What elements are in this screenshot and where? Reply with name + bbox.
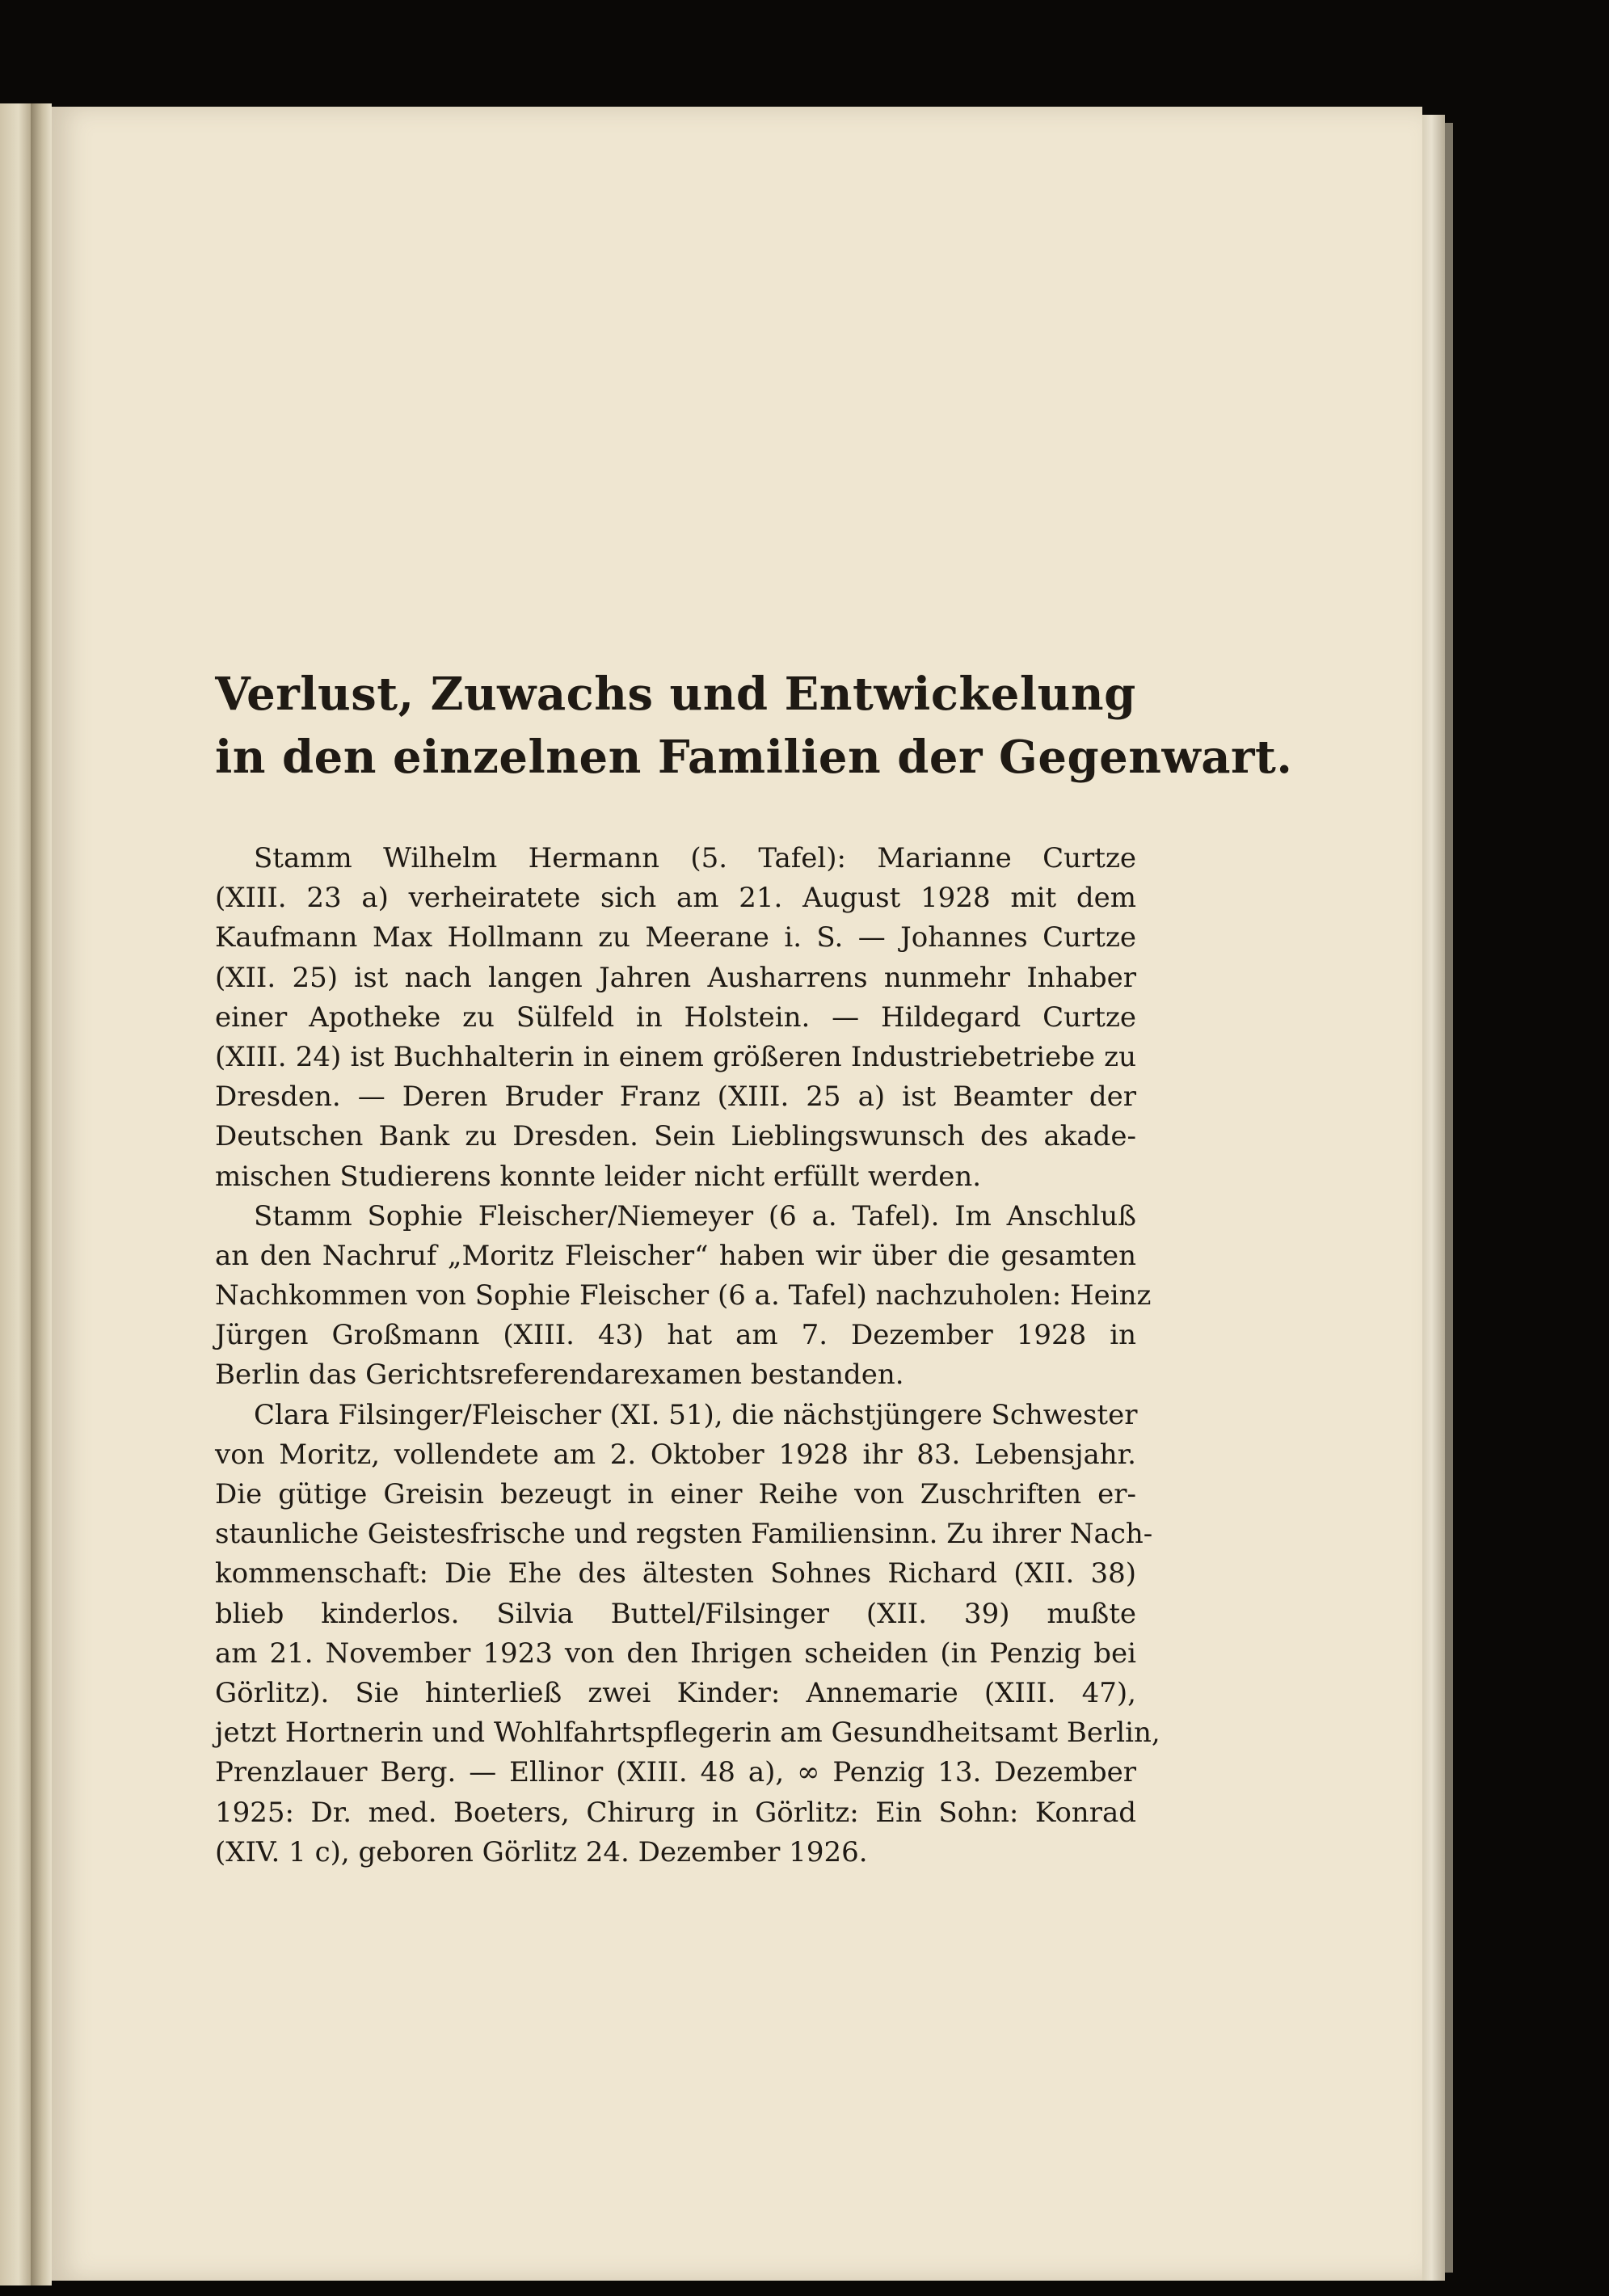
text-line: Stamm Sophie Fleischer/Niemeyer (6 a. Tafel). Im Anschluß	[254, 1199, 1136, 1232]
text-line: Kaufmann Max Hollmann zu Meerane i. S. — Johannes Curtze	[215, 921, 1136, 954]
text-line: mischen Studierens konnte leider nicht erfüllt werden.	[215, 1160, 982, 1193]
paragraph-fleischer	[215, 1197, 1152, 1396]
page-content	[215, 663, 1293, 1873]
text-line: Nachkommen von Sophie Fleischer (6 a. Tafel) nachzuholen: Heinz	[215, 1279, 1152, 1312]
page-stack-shadow	[1445, 123, 1453, 2273]
text-line: einer Apotheke zu Sülfeld in Holstein. — Hildegard Curtze	[215, 1001, 1136, 1034]
text-line: Clara Filsinger/Fleischer (XI. 51), die nächstjüngere Schwester	[254, 1398, 1138, 1431]
heading-line-2: in den einzelnen Familien der Gegenwart.	[215, 731, 1293, 784]
paragraph-filsinger	[215, 1396, 1160, 1873]
text-line: Dresden. — Deren Bruder Franz (XIII. 25 a) ist Beamter der	[215, 1081, 1136, 1114]
text-line: (XII. 25) ist nach langen Jahren Ausharrens nunmehr Inhaber	[215, 961, 1136, 994]
heading-line-1: Verlust, Zuwachs und Entwickelung	[215, 668, 1136, 721]
text-line: staunliche Geistesfrische und regsten Familiensinn. Zu ihrer Nach-	[215, 1518, 1153, 1551]
text-line: am 21. November 1923 von den Ihrigen scheiden (in Penzig bei	[215, 1637, 1136, 1670]
text-line: blieb kinderlos. Silvia Buttel/Filsinger (XII. 39) mußte	[215, 1597, 1136, 1630]
paragraph-curtze	[215, 839, 1136, 1197]
text-line: 1925: Dr. med. Boeters, Chirurg in Görlitz: Ein Sohn: Konrad	[215, 1796, 1136, 1829]
text-line: (XIV. 1 c), geboren Görlitz 24. Dezember 1926.	[215, 1835, 868, 1868]
text-line: Die gütige Greisin bezeugt in einer Reihe von Zuschriften er-	[215, 1478, 1136, 1510]
text-line: Jürgen Großmann (XIII. 43) hat am 7. Dezember 1928 in	[215, 1319, 1136, 1352]
page-heading	[215, 663, 1293, 789]
book-gutter	[31, 103, 52, 2285]
text-line: (XIII. 24) ist Buchhalterin in einem größeren Industriebetriebe zu	[215, 1040, 1136, 1073]
text-line: jetzt Hortnerin und Wohlfahrtspflegerin am Gesundheitsamt Berlin,	[215, 1717, 1160, 1750]
text-line: Prenzlauer Berg. — Ellinor (XIII. 48 a), ∞ Penzig 13. Dezember	[215, 1756, 1136, 1789]
left-page-edge	[0, 103, 31, 2285]
text-line: (XIII. 23 a) verheiratete sich am 21. August 1928 mit dem	[215, 882, 1136, 915]
text-line: von Moritz, vollendete am 2. Oktober 1928 ihr 83. Lebensjahr.	[215, 1438, 1136, 1471]
text-line: Berlin das Gerichtsreferendarexamen bestanden.	[215, 1359, 904, 1392]
text-line: kommenschaft: Die Ehe des ältesten Sohnes Richard (XII. 38)	[215, 1557, 1136, 1590]
text-line: Deutschen Bank zu Dresden. Sein Lieblingswunsch des akade-	[215, 1120, 1136, 1153]
text-line: an den Nachruf „Moritz Fleischer“ haben wir über die gesamten	[215, 1239, 1136, 1272]
page-stack-edge	[1422, 115, 1445, 2281]
text-line: Stamm Wilhelm Hermann (5. Tafel): Marianne Curtze	[254, 842, 1136, 874]
text-line: Görlitz). Sie hinterließ zwei Kinder: Annemarie (XIII. 47),	[215, 1676, 1136, 1709]
